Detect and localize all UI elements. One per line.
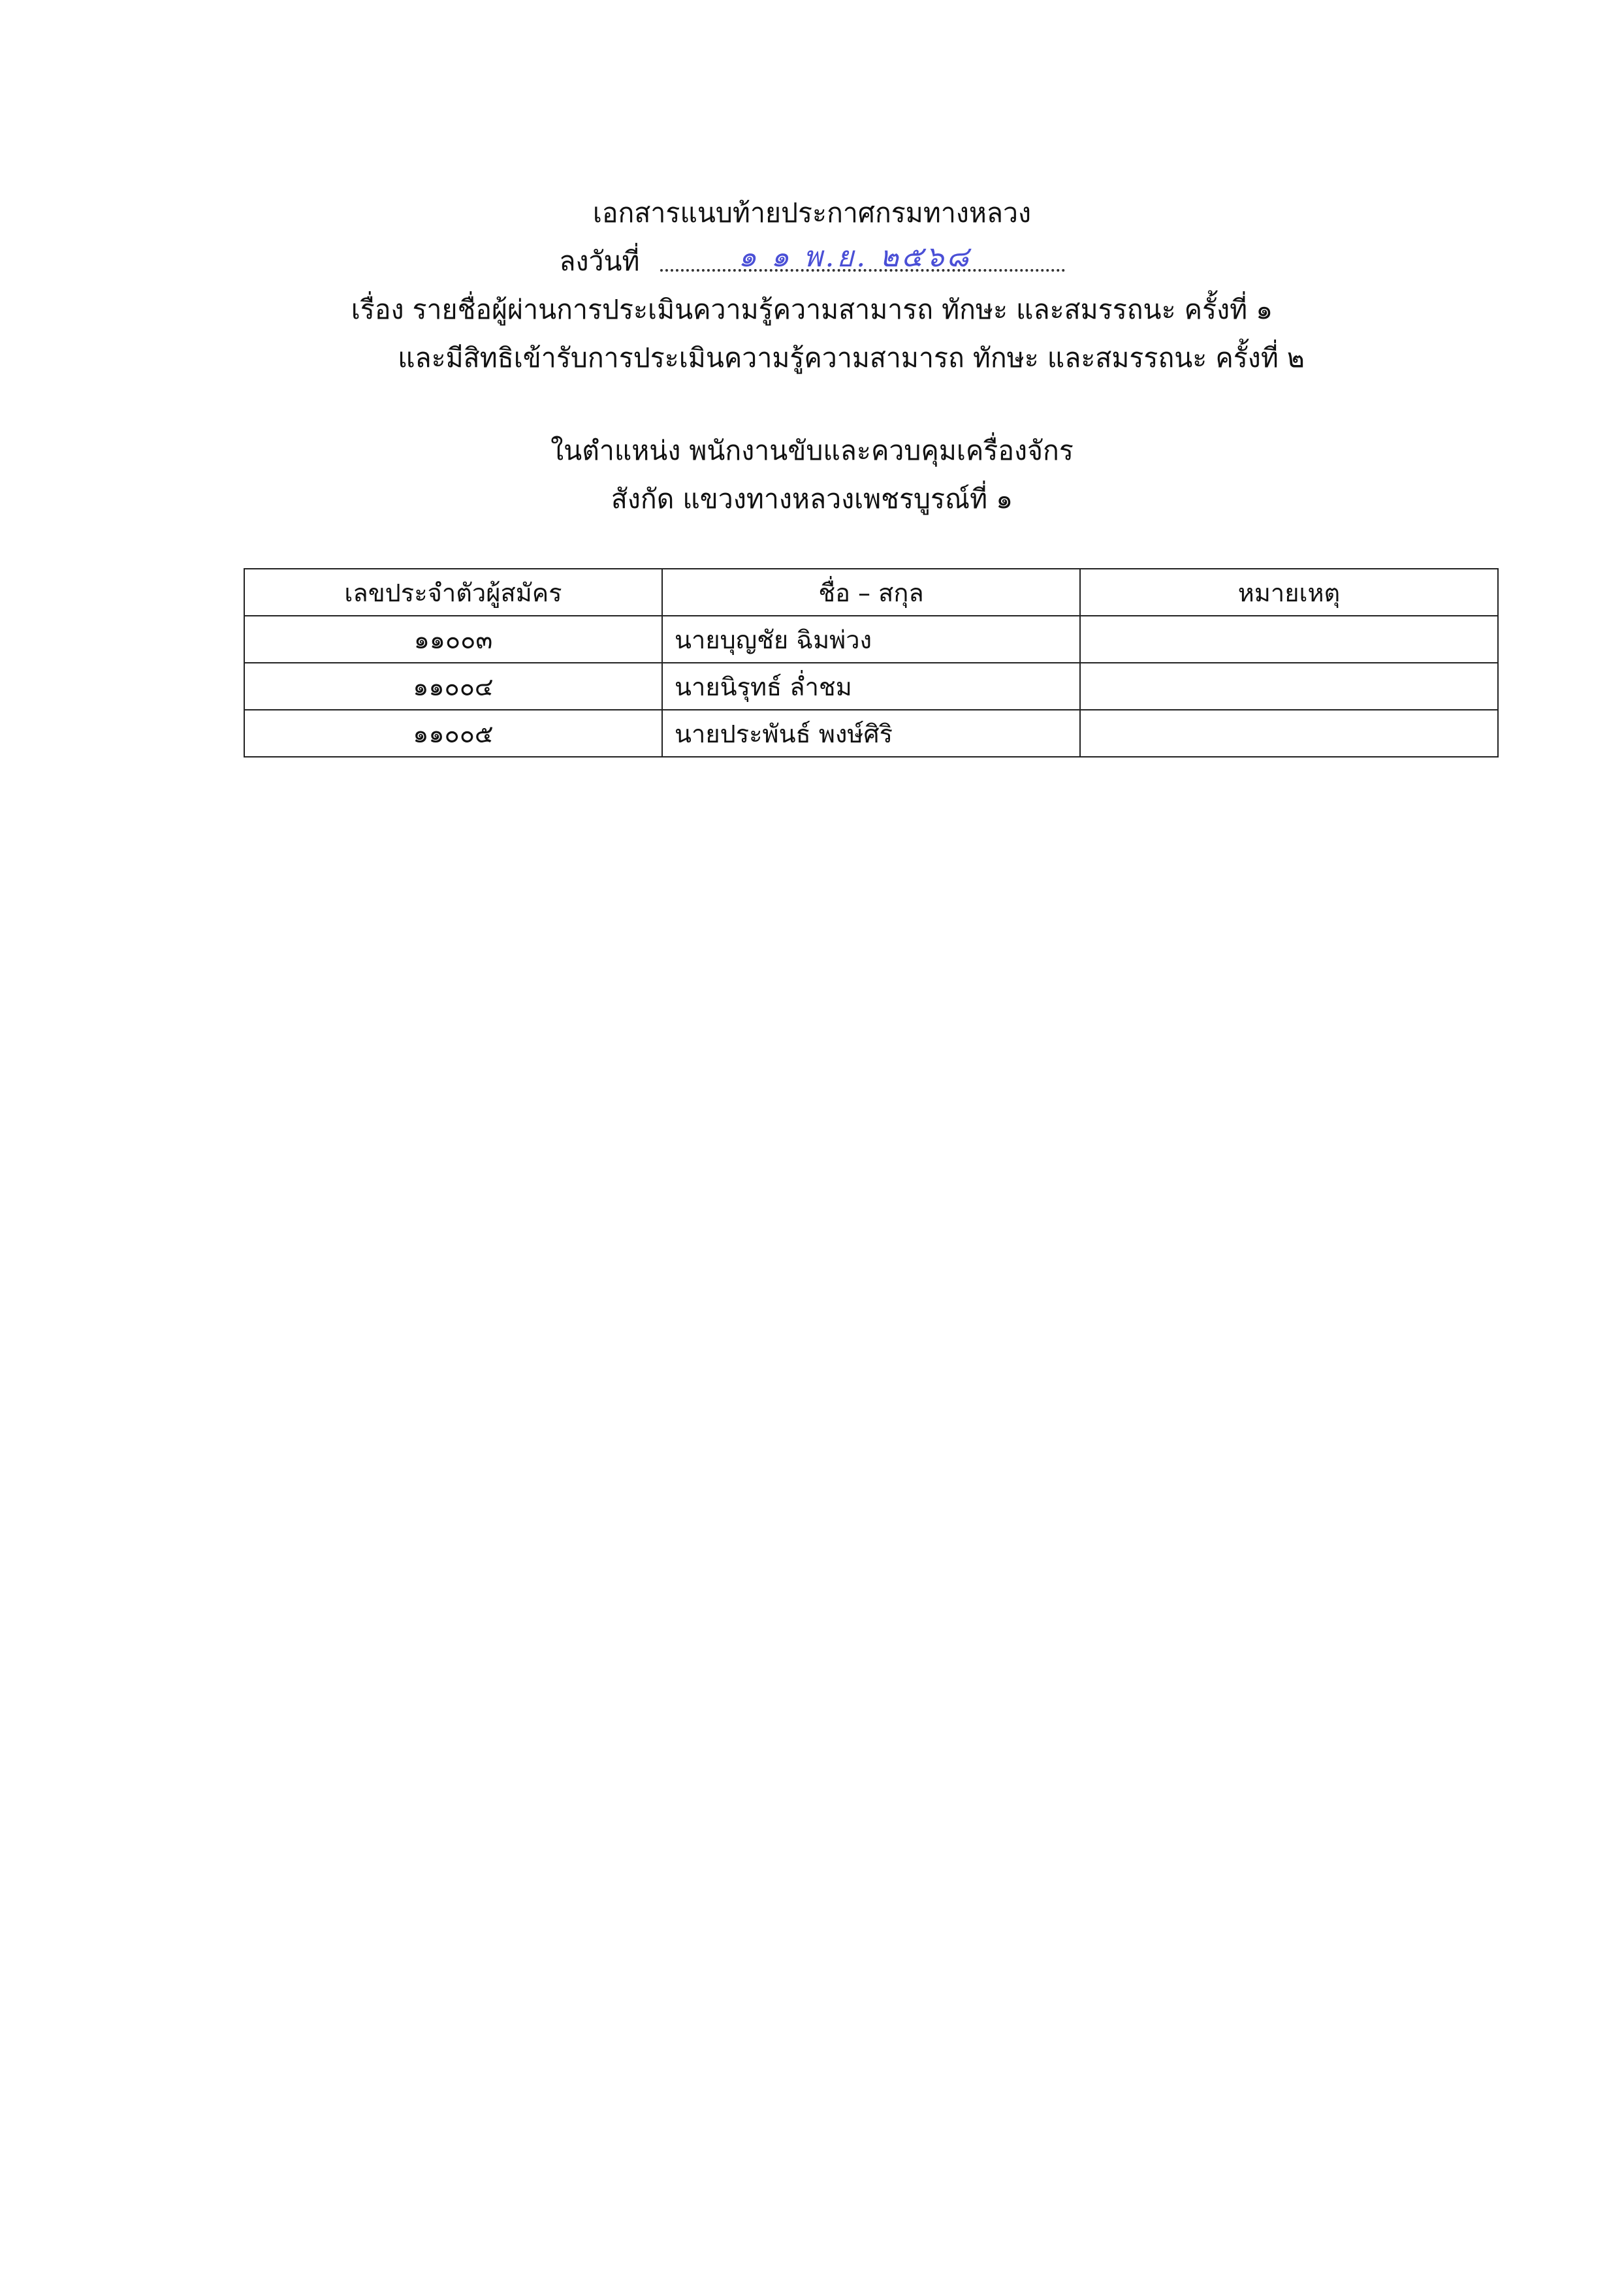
- date-line: [0, 242, 1624, 281]
- table-row: [244, 616, 1498, 663]
- applicant-id-cell: ๑๑๐๐๓: [244, 616, 662, 663]
- table-header-row: [244, 569, 1498, 616]
- table-row: [244, 663, 1498, 710]
- applicant-id-cell: ๑๑๐๐๕: [244, 710, 662, 757]
- document-title: เอกสารแนบท้ายประกาศกรมทางหลวง: [592, 197, 1032, 229]
- applicant-id-cell: ๑๑๐๐๔: [244, 663, 662, 710]
- remark-cell: [1080, 616, 1498, 663]
- column-header-applicant-id: เลขประจำตัวผู้สมัคร: [244, 569, 662, 616]
- column-header-name: ชื่อ – สกุล: [662, 569, 1080, 616]
- handwritten-date: ๑ ๑ พ.ย. ๒๕๖๘: [738, 240, 972, 274]
- agency-line: สังกัด แขวงทางหลวงเพชรบูรณ์ที่ ๑: [611, 483, 1013, 515]
- subject-line-1: เรื่อง รายชื่อผู้ผ่านการประเมินความรู้ความสามารถ ทักษะ และสมรรถนะ ครั้งที่ ๑: [351, 294, 1273, 325]
- remark-cell: [1080, 710, 1498, 757]
- candidate-table: [244, 568, 1499, 757]
- applicant-name-cell: นายบุญชัย ฉิมพ่วง: [662, 616, 1080, 663]
- date-field: [660, 242, 1065, 281]
- column-header-remark: หมายเหตุ: [1080, 569, 1498, 616]
- applicant-name-cell: นายประพันธ์ พงษ์ศิริ: [662, 710, 1080, 757]
- applicant-name-cell: นายนิรุทธ์ ล่ำชม: [662, 663, 1080, 710]
- position-line: ในตำแหน่ง พนักงานขับและควบคุมเครื่องจักร: [550, 435, 1074, 466]
- date-label: ลงวันที่: [559, 246, 640, 277]
- subject-line-2: และมีสิทธิเข้ารับการประเมินความรู้ความสามารถ ทักษะ และสมรรถนะ ครั้งที่ ๒: [398, 342, 1305, 374]
- remark-cell: [1080, 663, 1498, 710]
- table-row: [244, 710, 1498, 757]
